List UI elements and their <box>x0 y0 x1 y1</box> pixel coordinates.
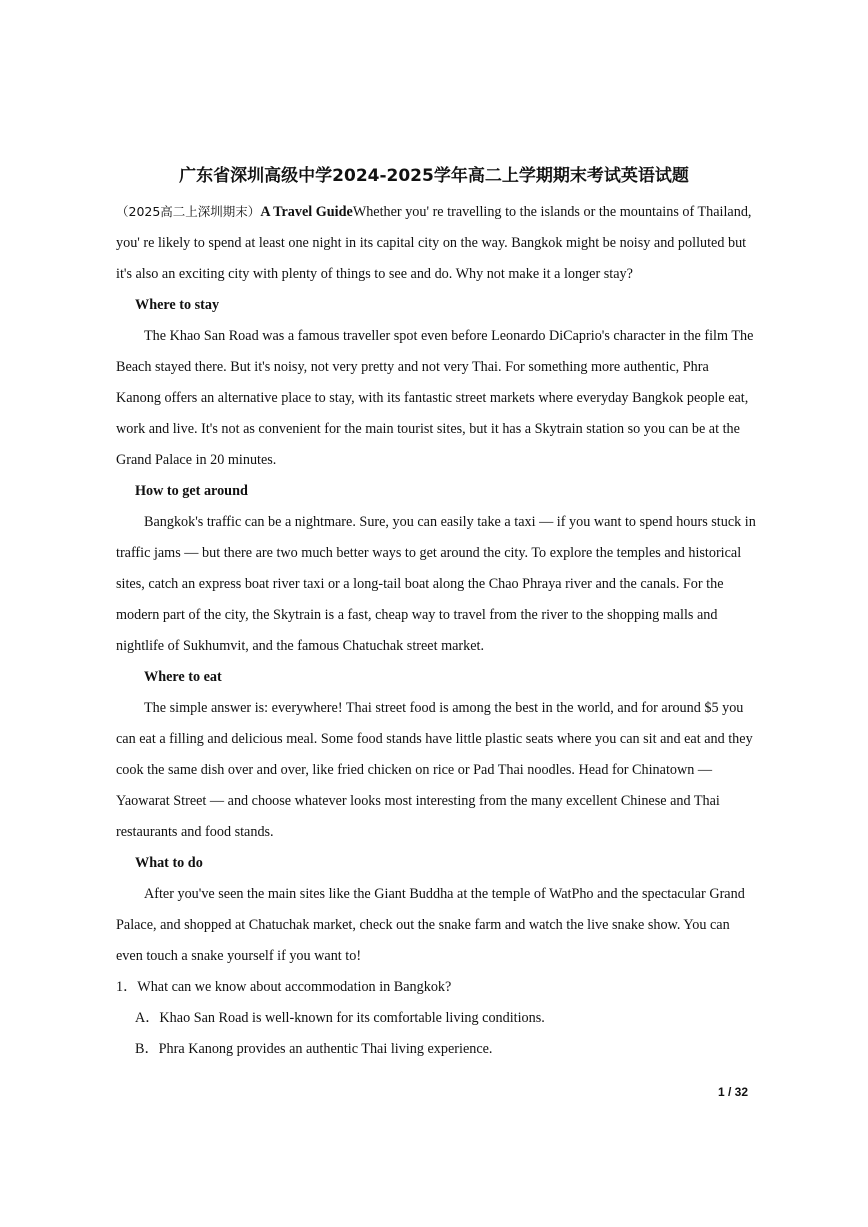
article-body <box>116 196 756 1065</box>
section-text-eat: The simple answer is: everywhere! Thai street food is among the best in the world, and for around $5 you can eat a filling and delicious meal. Some food stands have little plastic seats where you can sit and eat and they cook the same dish over and over, like fried chicken on rice or Pad Thai noodles. Head for Chinatown — Yaowarat Street — and choose whatever looks most interesting from the many excellent Chinese and Thai restaurants and food stands. <box>116 700 753 840</box>
section-text-stay: The Khao San Road was a famous traveller spot even before Leonardo DiCaprio's character in the film The Beach stayed there. But it's noisy, not very pretty and not very Thai. For something more authentic, Phra Kanong offers an alternative place to stay, with its fantastic street markets where everyday Bangkok people eat, work and live. It's not as convenient for the main tourist sites, but it has a Skytrain station so you can be at the Grand Palace in 20 minutes. <box>116 328 754 468</box>
question-source: （2025高二上深圳期末） <box>116 204 261 219</box>
question-text: What can we know about accommodation in Bangkok? <box>137 979 452 995</box>
intro-text: Whether you' re travelling to the islands or the mountains of Thailand, you' re likely to spend at least one night in its capital city on the way. Bangkok might be noisy and polluted but it's also an exciting city with plenty of things to see and do. Why not make it a longer stay? <box>116 204 752 282</box>
option-b: B．Phra Kanong provides an authentic Thai living experience. <box>135 1041 493 1057</box>
option-a: A．Khao San Road is well-known for its comfortable living conditions. <box>135 1010 545 1026</box>
page-title: 广东省深圳高级中学2024-2025学年高二上学期期末考试英语试题 <box>179 166 689 186</box>
section-heading-around: How to get around <box>135 483 248 499</box>
question-stem <box>116 972 756 1003</box>
page-number: 1 / 32 <box>718 1085 749 1099</box>
question-number: 1． <box>116 979 138 995</box>
section-heading-stay: Where to stay <box>135 297 220 313</box>
section-text-around: Bangkok's traffic can be a nightmare. Sure, you can easily take a taxi — if you want to spend hours stuck in traffic jams — but there are two much better ways to get around the city. To explore the temples and historical sites, catch an express boat river taxi or a long-tail boat along the Chao Phraya river and the canals. For the modern part of the city, the Skytrain is a fast, cheap way to travel from the river to the shopping malls and nightlife of Sukhumvit, and the famous Chatuchak street market. <box>116 514 756 654</box>
section-heading-eat: Where to eat <box>144 669 222 685</box>
section-heading-do: What to do <box>135 855 203 871</box>
article-title: A Travel Guide <box>260 204 353 220</box>
intro-paragraph <box>116 196 756 290</box>
section-text-do: After you've seen the main sites like the Giant Buddha at the temple of WatPho and the spectacular Grand Palace, and shopped at Chatuchak market, check out the snake farm and watch the live snake show. You can even touch a snake yourself if you want to! <box>116 886 745 964</box>
